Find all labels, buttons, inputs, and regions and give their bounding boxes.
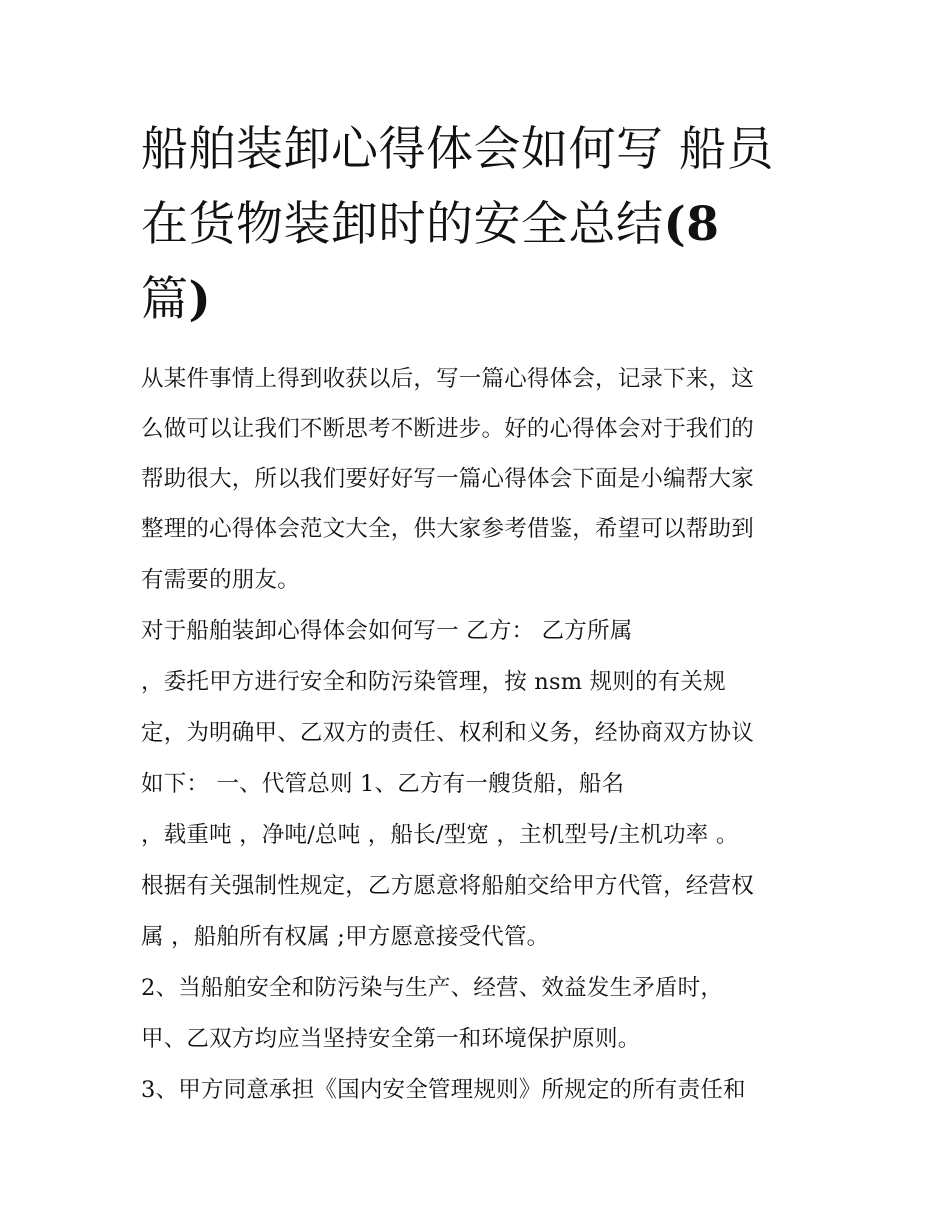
title-line-3-bold: ) — [188, 272, 212, 327]
body-line: 甲、乙双方均应当坚持安全第一和环境保护原则。 — [141, 1026, 641, 1052]
body-line: 3、甲方同意承担《国内安全管理规则》所规定的所有责任和 — [141, 1077, 746, 1103]
body-line: 从某件事情上得到收获以后，写一篇心得体会，记录下来，这 — [141, 366, 754, 392]
title-line-1: 船舶装卸心得体会如何写 船员 — [141, 122, 774, 177]
body-line: 对于船舶装卸心得体会如何写一 乙方： 乙方所属 — [141, 618, 633, 644]
body-line: 整理的心得体会范文大全，供大家参考借鉴，希望可以帮助到 — [141, 516, 754, 542]
body-line: ，载重吨 ，净吨/总吨 ，船长/型宽 ，主机型号/主机功率 。 — [141, 822, 739, 848]
title-line-2-bold: (8 — [663, 197, 720, 252]
body-line: 帮助很大，所以我们要好好写一篇心得体会下面是小编帮大家 — [141, 466, 754, 492]
body-line: 根据有关强制性规定，乙方愿意将船舶交给甲方代管，经营权 — [141, 873, 754, 899]
body-line: ，委托甲方进行安全和防污染管理，按 nsm 规则的有关规 — [141, 669, 726, 695]
body-line: 属 ，船舶所有权属 ;甲方愿意接受代管。 — [141, 924, 550, 950]
body-line: 么做可以让我们不断思考不断进步。好的心得体会对于我们的 — [141, 416, 754, 442]
title-line-3 — [141, 272, 211, 327]
document-title — [141, 112, 821, 337]
title-line-2 — [141, 197, 719, 252]
title-line-3-text: 篇 — [141, 272, 189, 327]
title-line-2-text: 在货物装卸时的安全总结 — [141, 197, 664, 252]
body-line: 定，为明确甲、乙双方的责任、权利和义务，经协商双方协议 — [141, 720, 754, 746]
body-line: 如下： 一、代管总则 1、乙方有一艘货船，船名 — [141, 771, 625, 797]
body-line: 2、当船舶安全和防污染与生产、经营、效益发生矛盾时， — [141, 975, 724, 1001]
body-line: 有需要的朋友。 — [141, 567, 300, 593]
